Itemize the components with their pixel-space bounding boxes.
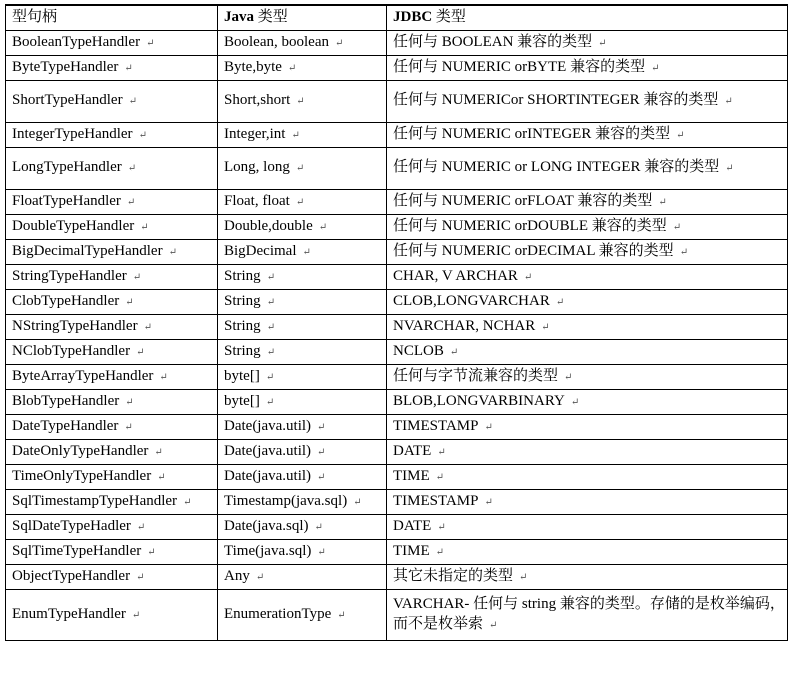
handler-cell [6,589,218,640]
document-page [5,4,788,641]
cell-text: Date(java.util) [224,417,312,434]
paragraph-mark-icon: ↵ [125,396,134,408]
cell-text: TIMESTAMP [393,417,479,434]
paragraph-mark-icon: ↵ [725,163,734,174]
table-row [6,55,788,80]
paragraph-mark-icon: ↵ [154,446,163,458]
table-row [6,80,788,122]
paragraph-mark-icon: ↵ [676,129,685,141]
paragraph-mark-icon: ↵ [265,371,275,383]
cell-text: TimeOnlyTypeHandler [12,467,152,484]
cell-text: EnumerationType [224,605,332,622]
cell-text: ObjectTypeHandler [12,567,131,584]
cell-text: Date(java.sql) [224,517,309,534]
paragraph-mark-icon: ↵ [265,396,275,408]
paragraph-mark-icon: ↵ [132,271,142,283]
paragraph-mark-icon: ↵ [484,421,493,433]
paragraph-mark-icon: ↵ [651,62,660,74]
handler-cell [6,414,218,439]
cell-text: DateOnlyTypeHandler [12,442,149,459]
handler-cell [6,289,218,314]
paragraph-mark-icon: ↵ [255,571,265,583]
table-row [6,489,788,514]
java-type-cell [218,239,387,264]
paragraph-mark-icon: ↵ [136,571,145,583]
handler-cell [6,514,218,539]
cell-text: BigDecimal [224,242,297,259]
paragraph-mark-icon: ↵ [484,496,493,508]
paragraph-mark-icon: ↵ [564,371,573,383]
handler-cell [6,80,218,122]
cell-text: Float, float [224,192,290,209]
jdbc-type-cell [387,239,788,264]
jdbc-type-cell [387,589,788,640]
cell-text: Double,double [224,217,313,234]
cell-text: BigDecimalTypeHandler [12,242,163,259]
header-text: 类型 [432,9,466,26]
cell-text: 其它未指定的类型 [393,567,514,584]
java-type-cell [218,414,387,439]
cell-text: ByteTypeHandler [12,58,119,75]
handler-cell [6,122,218,147]
table-row [6,514,788,539]
paragraph-mark-icon: ↵ [337,609,346,621]
paragraph-mark-icon: ↵ [437,446,446,458]
paragraph-mark-icon: ↵ [146,37,155,49]
jdbc-type-cell [387,464,788,489]
paragraph-mark-icon: ↵ [302,246,311,258]
jdbc-type-cell [387,564,788,589]
table-row [6,589,788,640]
cell-text: TIME [393,542,430,559]
cell-text: BooleanTypeHandler [12,33,141,50]
cell-text: 任何与 NUMERIC orBYTE 兼容的类型 [393,58,646,75]
paragraph-mark-icon: ↵ [318,221,328,233]
java-type-cell [218,30,387,55]
cell-text: 任何与 NUMERIC orFLOAT 兼容的类型 [393,192,653,209]
table-row [6,389,788,414]
paragraph-mark-icon: ↵ [523,271,533,283]
paragraph-mark-icon: ↵ [437,521,446,533]
paragraph-mark-icon: ↵ [435,546,445,558]
cell-text: BLOB,LONGVARBINARY [393,392,565,409]
cell-text: NVARCHAR, NCHAR [393,317,536,334]
cell-text: Time(java.sql) [224,542,312,559]
jdbc-type-cell [387,514,788,539]
java-type-cell [218,464,387,489]
table-body [6,5,788,640]
paragraph-mark-icon: ↵ [724,96,733,107]
paragraph-mark-icon: ↵ [124,421,133,433]
cell-text: IntegerTypeHandler [12,125,133,142]
handler-cell [6,214,218,239]
paragraph-mark-icon: ↵ [287,62,297,74]
java-type-cell [218,514,387,539]
paragraph-mark-icon: ↵ [555,296,565,308]
header-text-bold: JDBC [393,9,433,26]
paragraph-mark-icon: ↵ [266,271,276,283]
paragraph-mark-icon: ↵ [334,37,344,49]
cell-text: CLOB,LONGVARCHAR [393,292,550,309]
cell-text: Boolean, boolean [224,33,329,50]
paragraph-mark-icon: ↵ [183,496,192,508]
table-row [6,539,788,564]
paragraph-mark-icon: ↵ [314,521,323,533]
handler-cell [6,314,218,339]
cell-text: 任何与 NUMERICor SHORTINTEGER 兼容的类型 [393,92,719,108]
handler-cell [6,189,218,214]
java-type-cell [218,314,387,339]
cell-text: String [224,342,261,359]
handler-cell [6,464,218,489]
paragraph-mark-icon: ↵ [658,196,667,208]
cell-text: SqlTimeTypeHandler [12,542,142,559]
paragraph-mark-icon: ↵ [131,609,141,621]
cell-text: BlobTypeHandler [12,392,120,409]
paragraph-mark-icon: ↵ [679,246,689,258]
handler-cell [6,264,218,289]
cell-text: Byte,byte [224,58,282,75]
cell-text: VARCHAR- 任何与 string 兼容的类型。存储的是枚举编码，而不是枚举索 [393,595,785,632]
cell-text: byte[] [224,392,260,409]
table-row [6,147,788,189]
cell-text: ClobTypeHandler [12,292,120,309]
handler-cell [6,389,218,414]
cell-text: DoubleTypeHandler [12,217,135,234]
cell-text: ByteArrayTypeHandler [12,367,154,384]
jdbc-type-cell [387,364,788,389]
handler-cell [6,364,218,389]
paragraph-mark-icon: ↵ [296,96,305,107]
cell-text: 任何与字节流兼容的类型 [393,367,559,384]
paragraph-mark-icon: ↵ [168,246,177,258]
table-row [6,314,788,339]
paragraph-mark-icon: ↵ [126,196,136,208]
cell-text: Integer,int [224,125,286,142]
cell-text: StringTypeHandler [12,267,127,284]
table-row [6,189,788,214]
table-row [6,30,788,55]
java-type-cell [218,264,387,289]
table-row [6,122,788,147]
cell-text: NClobTypeHandler [12,342,131,359]
handler-cell [6,539,218,564]
paragraph-mark-icon: ↵ [128,96,137,107]
jdbc-type-cell [387,289,788,314]
paragraph-mark-icon: ↵ [353,496,362,508]
cell-text: byte[] [224,367,260,384]
cell-text: TIME [393,467,430,484]
jdbc-type-cell [387,122,788,147]
paragraph-mark-icon: ↵ [317,446,326,458]
jdbc-type-cell [387,80,788,122]
java-type-cell [218,564,387,589]
header-text: 类型 [254,9,288,26]
paragraph-mark-icon: ↵ [266,296,276,308]
java-type-cell [218,364,387,389]
cell-text: Long, long [224,159,290,175]
paragraph-mark-icon: ↵ [266,346,276,358]
header-cell-java-type [218,5,387,30]
cell-text: SqlDateTypeHadler [12,517,131,534]
java-type-cell [218,389,387,414]
paragraph-mark-icon: ↵ [449,346,459,358]
cell-text: String [224,292,261,309]
java-type-cell [218,147,387,189]
table-row [6,264,788,289]
java-type-cell [218,289,387,314]
paragraph-mark-icon: ↵ [317,546,326,558]
table-row [6,364,788,389]
cell-text: NCLOB [393,342,444,359]
jdbc-type-cell [387,414,788,439]
paragraph-mark-icon: ↵ [295,163,305,174]
cell-text: TIMESTAMP [393,492,479,509]
cell-text: NStringTypeHandler [12,317,138,334]
table-row [6,414,788,439]
cell-text: Date(java.util) [224,467,312,484]
java-type-cell [218,214,387,239]
paragraph-mark-icon: ↵ [138,129,147,141]
paragraph-mark-icon: ↵ [570,396,580,408]
java-type-cell [218,55,387,80]
handler-cell [6,30,218,55]
jdbc-type-cell [387,539,788,564]
paragraph-mark-icon: ↵ [124,62,133,74]
paragraph-mark-icon: ↵ [435,471,445,483]
handler-cell [6,339,218,364]
cell-text: Any [224,567,250,584]
cell-text: EnumTypeHandler [12,605,126,622]
paragraph-mark-icon: ↵ [266,321,276,333]
table-row [6,239,788,264]
table-row [6,439,788,464]
jdbc-type-cell [387,339,788,364]
paragraph-mark-icon: ↵ [143,321,152,333]
cell-text: CHAR, V ARCHAR [393,267,518,284]
java-type-cell [218,489,387,514]
handler-cell [6,147,218,189]
cell-text: DATE [393,517,432,534]
cell-text: 任何与 BOOLEAN 兼容的类型 [393,33,593,50]
table-row [6,564,788,589]
cell-text: Date(java.util) [224,442,312,459]
java-type-cell [218,439,387,464]
paragraph-mark-icon: ↵ [159,371,168,383]
paragraph-mark-icon: ↵ [125,296,134,308]
handler-cell [6,55,218,80]
paragraph-mark-icon: ↵ [489,619,498,631]
jdbc-type-cell [387,314,788,339]
java-type-cell [218,339,387,364]
cell-text: 任何与 NUMERIC orINTEGER 兼容的类型 [393,125,671,142]
header-text-bold: Java [224,9,254,26]
jdbc-type-cell [387,389,788,414]
java-type-cell [218,80,387,122]
paragraph-mark-icon: ↵ [136,346,145,358]
header-cell-jdbc-type [387,5,788,30]
cell-text: LongTypeHandler [12,159,122,175]
paragraph-mark-icon: ↵ [672,221,682,233]
header-text: 型句柄 [12,9,58,26]
cell-text: Short,short [224,92,291,108]
jdbc-type-cell [387,264,788,289]
cell-text: 任何与 NUMERIC or LONG INTEGER 兼容的类型 [393,159,720,175]
cell-text: 任何与 NUMERIC orDOUBLE 兼容的类型 [393,217,667,234]
jdbc-type-cell [387,439,788,464]
jdbc-type-cell [387,214,788,239]
java-type-cell [218,589,387,640]
cell-text: DATE [393,442,432,459]
jdbc-type-cell [387,55,788,80]
cell-text: String [224,317,261,334]
cell-text: DateTypeHandler [12,417,119,434]
jdbc-type-cell [387,30,788,55]
cell-text: Timestamp(java.sql) [224,492,348,509]
cell-text: SqlTimestampTypeHandler [12,492,178,509]
java-type-cell [218,122,387,147]
paragraph-mark-icon: ↵ [519,571,528,583]
cell-text: 任何与 NUMERIC orDECIMAL 兼容的类型 [393,242,674,259]
paragraph-mark-icon: ↵ [317,421,326,433]
java-type-cell [218,539,387,564]
handler-cell [6,489,218,514]
table-header-row [6,5,788,30]
paragraph-mark-icon: ↵ [157,471,166,483]
handler-cell [6,439,218,464]
handler-cell [6,564,218,589]
table-row [6,289,788,314]
paragraph-mark-icon: ↵ [127,163,137,174]
cell-text: FloatTypeHandler [12,192,121,209]
header-cell-handler [6,5,218,30]
paragraph-mark-icon: ↵ [136,521,146,533]
jdbc-type-cell [387,489,788,514]
paragraph-mark-icon: ↵ [140,221,149,233]
handler-cell [6,239,218,264]
java-type-cell [218,189,387,214]
type-handler-table [5,4,788,641]
paragraph-mark-icon: ↵ [598,37,607,49]
table-row [6,214,788,239]
jdbc-type-cell [387,147,788,189]
cell-text: ShortTypeHandler [12,92,123,108]
table-row [6,464,788,489]
paragraph-mark-icon: ↵ [541,321,550,333]
paragraph-mark-icon: ↵ [295,196,305,208]
paragraph-mark-icon: ↵ [291,129,300,141]
table-row [6,339,788,364]
paragraph-mark-icon: ↵ [147,546,156,558]
paragraph-mark-icon: ↵ [317,471,326,483]
cell-text: String [224,267,261,284]
jdbc-type-cell [387,189,788,214]
